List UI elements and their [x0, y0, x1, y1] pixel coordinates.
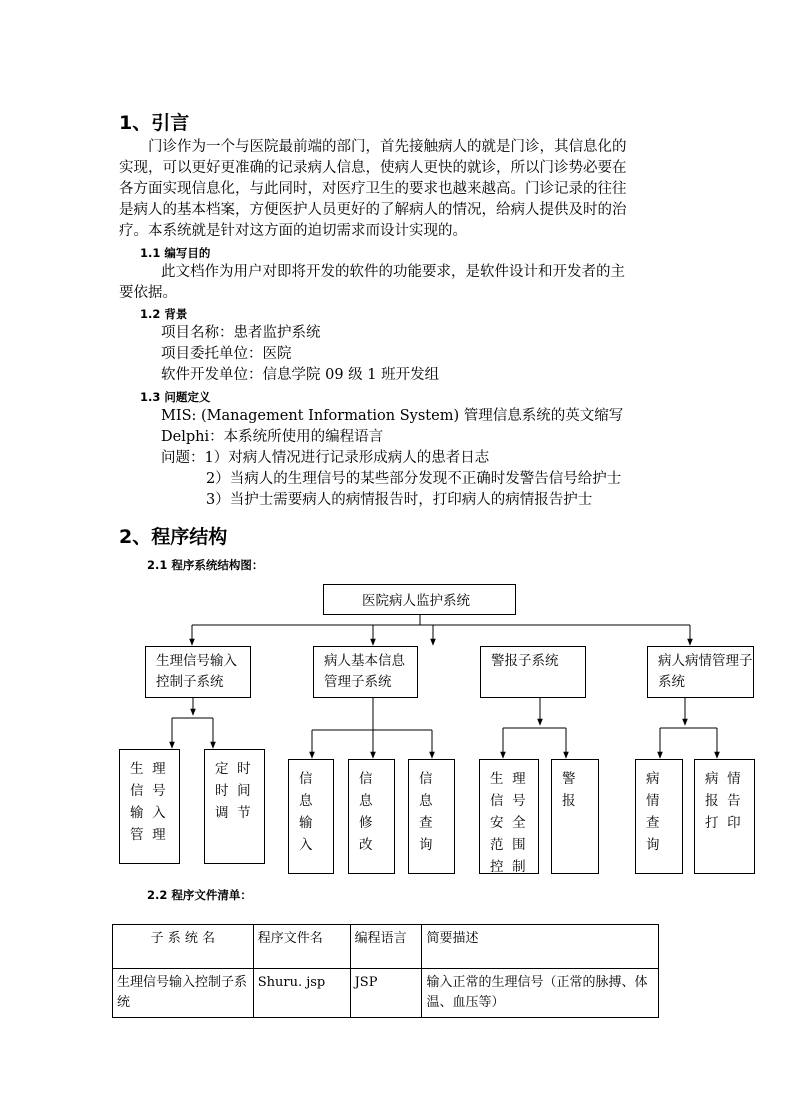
cell-description: 输入正常的生理信号（正常的脉搏、体温、血压等） [422, 969, 659, 1018]
section2-title: 2、程序结构 [119, 526, 228, 548]
project-name: 项目名称：患者监护系统 [161, 325, 321, 341]
intro-line: 疗。本系统就是针对这方面的迫切需求而设计实现的。 [119, 223, 467, 239]
project-developer: 软件开发单位：信息学院 09 级 1 班开发组 [161, 367, 440, 383]
section1-title: 1、引言 [119, 112, 190, 134]
root-system-box: 医院病人监护系统 [323, 584, 516, 615]
module-report-print: 病 情 报 告 打 印 [694, 759, 755, 874]
program-file-table [112, 924, 659, 1018]
subsystem-signal-input: 生理信号输入控制子系统 [145, 646, 251, 698]
subsystem-patient-info: 病人基本信息管理子系统 [313, 646, 418, 698]
problem-3: 3）当护士需要病人的病情报告时，打印病人的病情报告护士 [206, 492, 593, 508]
cell-subsystem: 生理信号输入控制子系统 [113, 969, 254, 1018]
problem-1: 问题：1）对病人情况进行记录形成病人的患者日志 [161, 450, 490, 466]
intro-line: 是病人的基本档案，方便医护人员更好的了解病人的情况，给病人提供及时的治 [119, 202, 627, 218]
project-client: 项目委托单位：医院 [161, 346, 292, 362]
header-language: 编程语言 [350, 925, 422, 969]
module-alarm: 警 报 [551, 759, 599, 874]
mis-definition: MIS: (Management Information System) 管理信息系统的英文缩写 [161, 408, 624, 424]
s11-title: 1.1 编写目的 [140, 246, 211, 260]
module-info-edit: 信 息 修 改 [348, 759, 395, 874]
s12-title: 1.2 背景 [140, 307, 188, 321]
module-info-query: 信 息 查 询 [408, 759, 455, 874]
s13-title: 1.3 问题定义 [140, 390, 211, 404]
module-info-input: 信 息 输 入 [288, 759, 334, 874]
intro-line: 门诊作为一个与医院最前端的部门，首先接触病人的就是门诊，其信息化的 [148, 139, 627, 155]
header-filename: 程序文件名 [253, 925, 350, 969]
table-row [113, 969, 659, 1018]
subsystem-alarm: 警报子系统 [480, 646, 586, 698]
header-subsystem: 子 系 统 名 [113, 925, 254, 969]
module-condition-query: 病 情 查 询 [635, 759, 683, 874]
intro-line: 各方面实现信息化，与此同时，对医疗卫生的要求也越来越高。门诊记录的往往 [119, 181, 627, 197]
s21-title: 2.1 程序系统结构图： [147, 558, 264, 572]
s11-line: 此文档作为用户对即将开发的软件的功能要求，是软件设计和开发者的主 [161, 264, 625, 280]
cell-filename: Shuru. jsp [253, 969, 350, 1018]
delphi-definition: Delphi：本系统所使用的编程语言 [161, 429, 384, 445]
s11-line: 要依据。 [119, 285, 177, 301]
cell-language: JSP [350, 969, 422, 1018]
module-timer-adjust: 定 时 时 间 调 节 [204, 749, 265, 864]
s22-title: 2.2 程序文件清单： [147, 888, 252, 902]
module-safe-range-control: 生 理 信 号 安 全 范 围 控 制 [479, 759, 539, 874]
problem-2: 2）当病人的生理信号的某些部分发现不正确时发警告信号给护士 [206, 471, 622, 487]
table-header-row [113, 925, 659, 969]
module-signal-input-mgmt: 生 理 信 号 输 入 管 理 [119, 749, 180, 864]
subsystem-condition: 病人病情管理子系统 [647, 646, 754, 698]
intro-line: 实现，可以更好更准确的记录病人信息，使病人更快的就诊，所以门诊势必要在 [119, 160, 627, 176]
header-description: 简要描述 [422, 925, 659, 969]
